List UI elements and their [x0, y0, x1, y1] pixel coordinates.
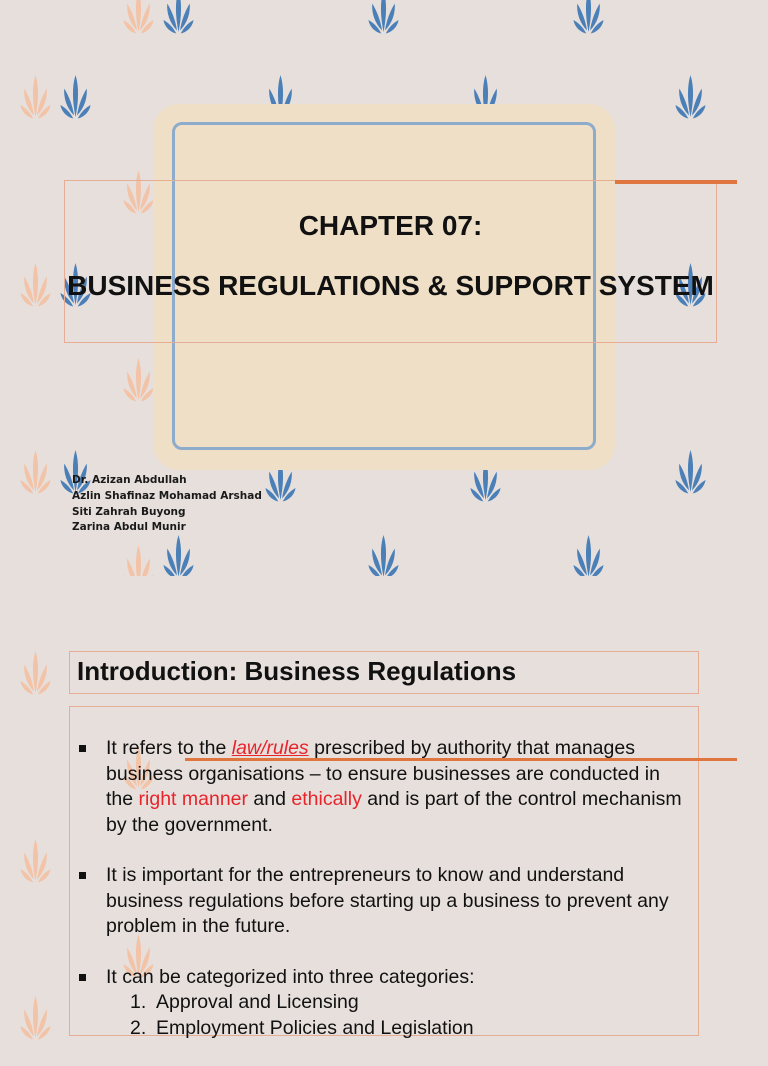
title-frame [64, 180, 717, 343]
slide-heading: Introduction: Business Regulations [77, 656, 517, 686]
leaf-icon [19, 990, 52, 1043]
category-label: Employment Policies and Legislation [156, 1016, 474, 1039]
author-name: Azlin Shafinaz Mohamad Arshad [72, 489, 262, 502]
leaf-icon [19, 833, 52, 886]
bullet-list [77, 736, 692, 1066]
leaf-icon [572, 529, 605, 582]
highlight-law-rules: law/rules [231, 737, 309, 759]
leaf-icon [162, 529, 195, 582]
bullet-text: and [248, 788, 292, 810]
leaf-icon [572, 0, 605, 36]
leaf-icon [19, 257, 52, 310]
leaf-icon [19, 444, 52, 497]
category-item [130, 1016, 692, 1042]
category-list [106, 990, 692, 1041]
leaf-icon [122, 0, 155, 36]
category-label: Approval and Licensing [156, 991, 359, 1013]
category-number: 2. [130, 1016, 147, 1039]
highlight-ethically: ethically [291, 788, 362, 810]
bullet-item [77, 965, 692, 1042]
author-list [72, 473, 262, 536]
author-name: Siti Zahrah Buyong [72, 505, 186, 518]
bullet-text: It refers to the [106, 737, 232, 759]
leaf-icon [162, 0, 195, 36]
bullet-text: and is part of the control mechanism by the government. [106, 788, 682, 836]
author-name: Zarina Abdul Munir [72, 521, 186, 534]
leaf-icon [59, 69, 92, 122]
bullet-item [77, 863, 692, 940]
leaf-icon [367, 529, 400, 582]
accent-line [615, 180, 737, 184]
leaf-icon [367, 0, 400, 36]
intro-slide [0, 576, 768, 1039]
bullet-item [77, 736, 692, 838]
bullet-text: It can be categorized into three categories: [106, 965, 475, 988]
leaf-icon [674, 444, 707, 497]
category-item [130, 990, 692, 1016]
author-name: Dr. Azizan Abdullah [72, 474, 187, 486]
leaf-icon [674, 69, 707, 122]
chapter-number: CHAPTER 07: [298, 210, 483, 241]
highlight-right-manner: right manner [138, 788, 248, 810]
leaf-icon [19, 645, 52, 698]
bullet-text: It is important for the entrepreneurs to know and understand business regulations before starting up a business to prevent any problem in the future. [106, 864, 669, 937]
bullet-text: prescribed by authority that manages business organisations – to ensure businesses are conducted in the [106, 737, 660, 810]
leaf-icon [19, 69, 52, 122]
category-number: 1. [130, 991, 147, 1013]
leaf-icon [122, 352, 155, 405]
chapter-title: BUSINESS REGULATIONS & SUPPORT SYSTEM [67, 270, 714, 301]
